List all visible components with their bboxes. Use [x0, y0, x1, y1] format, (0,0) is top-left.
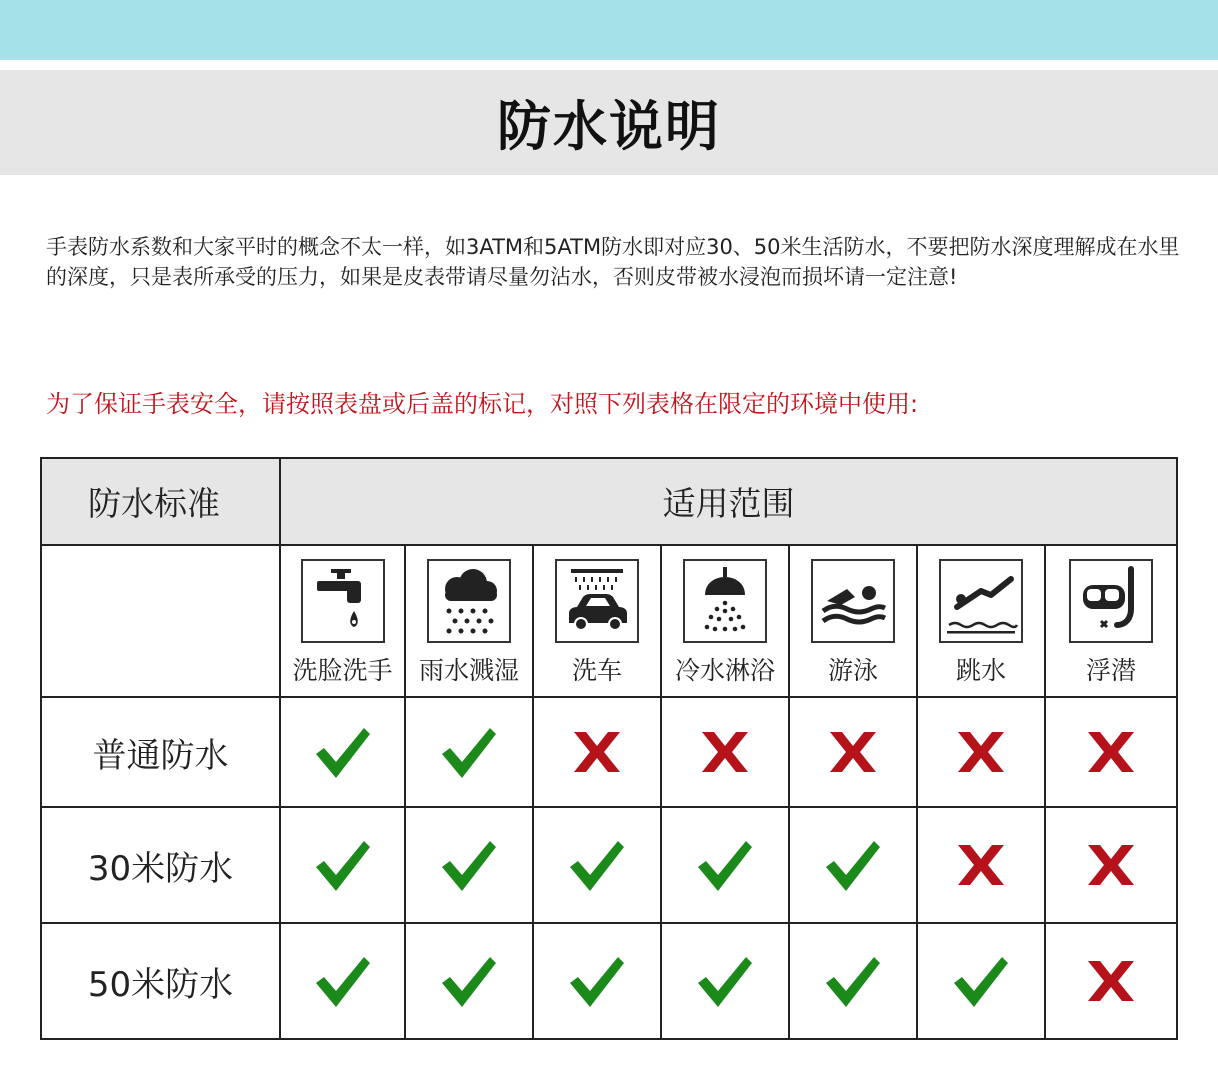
check-icon: [568, 953, 626, 1009]
activity-label: 冷水淋浴: [674, 656, 775, 685]
cross-icon: [572, 730, 622, 774]
status-cell: [661, 697, 789, 807]
activity-label: 雨水溅湿: [418, 656, 519, 685]
status-cell: [405, 807, 533, 923]
cross-icon: [1086, 730, 1136, 774]
waterproof-table: [40, 457, 1178, 1040]
swimmer-icon: [811, 559, 895, 643]
status-cell: [1045, 697, 1177, 807]
header-standard: 防水标准: [41, 458, 280, 545]
status-cell: [405, 697, 533, 807]
top-accent-band: [0, 0, 1218, 60]
activity-label: 洗车: [571, 656, 622, 685]
faucet-icon: [301, 559, 385, 643]
check-icon: [568, 837, 626, 893]
status-cell: [661, 807, 789, 923]
empty-corner-cell: [41, 545, 280, 697]
header-scope: 适用范围: [280, 458, 1177, 545]
table-row: [41, 807, 1177, 923]
row-label: 普通防水: [41, 697, 280, 807]
check-icon: [696, 837, 754, 893]
cross-icon: [1086, 959, 1136, 1003]
table-row: [41, 923, 1177, 1039]
check-icon: [824, 837, 882, 893]
activity-label: 浮潜: [1086, 656, 1137, 685]
check-icon: [440, 724, 498, 780]
status-cell: [280, 697, 405, 807]
shower-icon: [683, 559, 767, 643]
activity-label: 跳水: [955, 656, 1006, 685]
usage-notice: 为了保证手表安全，请按照表盘或后盖的标记，对照下列表格在限定的环境中使用:: [46, 390, 919, 418]
check-icon: [440, 953, 498, 1009]
activity-cell: [661, 545, 789, 697]
status-cell: [789, 923, 917, 1039]
status-cell: [789, 807, 917, 923]
check-icon: [314, 837, 372, 893]
page-title: 防水说明: [497, 95, 721, 158]
activity-cell: [789, 545, 917, 697]
status-cell: [789, 697, 917, 807]
car-wash-icon: [555, 559, 639, 643]
status-cell: [533, 923, 661, 1039]
cross-icon: [1086, 843, 1136, 887]
activity-cell: [533, 545, 661, 697]
row-label: 50米防水: [41, 923, 280, 1039]
check-icon: [440, 837, 498, 893]
status-cell: [1045, 807, 1177, 923]
cross-icon: [700, 730, 750, 774]
status-cell: [280, 923, 405, 1039]
check-icon: [824, 953, 882, 1009]
row-label: 30米防水: [41, 807, 280, 923]
status-cell: [533, 697, 661, 807]
activity-cell: [280, 545, 405, 697]
title-banner: [0, 70, 1218, 175]
diving-icon: [939, 559, 1023, 643]
rain-cloud-icon: [427, 559, 511, 643]
cross-icon: [956, 730, 1006, 774]
activity-cell: [405, 545, 533, 697]
table-row: [41, 697, 1177, 807]
check-icon: [314, 724, 372, 780]
snorkel-mask-icon: [1069, 559, 1153, 643]
activity-label: 游泳: [827, 656, 878, 685]
activity-label: 洗脸洗手: [292, 656, 393, 685]
activity-icon-row: [41, 545, 1177, 697]
status-cell: [405, 923, 533, 1039]
check-icon: [696, 953, 754, 1009]
status-cell: [661, 923, 789, 1039]
intro-paragraph: 手表防水系数和大家平时的概念不太一样，如3ATM和5ATM防水即对应30、50米生活防水，不要把防水深度理解成在水里的深度，只是表所承受的压力，如果是皮表带请尽量勿沾水，否则皮带被水浸泡而损坏请一定注意!: [46, 235, 1180, 289]
cross-icon: [828, 730, 878, 774]
status-cell: [280, 807, 405, 923]
cross-icon: [956, 843, 1006, 887]
status-cell: [917, 923, 1045, 1039]
check-icon: [952, 953, 1010, 1009]
status-cell: [533, 807, 661, 923]
status-cell: [917, 697, 1045, 807]
table-header-row: [41, 458, 1177, 545]
status-cell: [917, 807, 1045, 923]
activity-cell: [917, 545, 1045, 697]
activity-cell: [1045, 545, 1177, 697]
status-cell: [1045, 923, 1177, 1039]
check-icon: [314, 953, 372, 1009]
